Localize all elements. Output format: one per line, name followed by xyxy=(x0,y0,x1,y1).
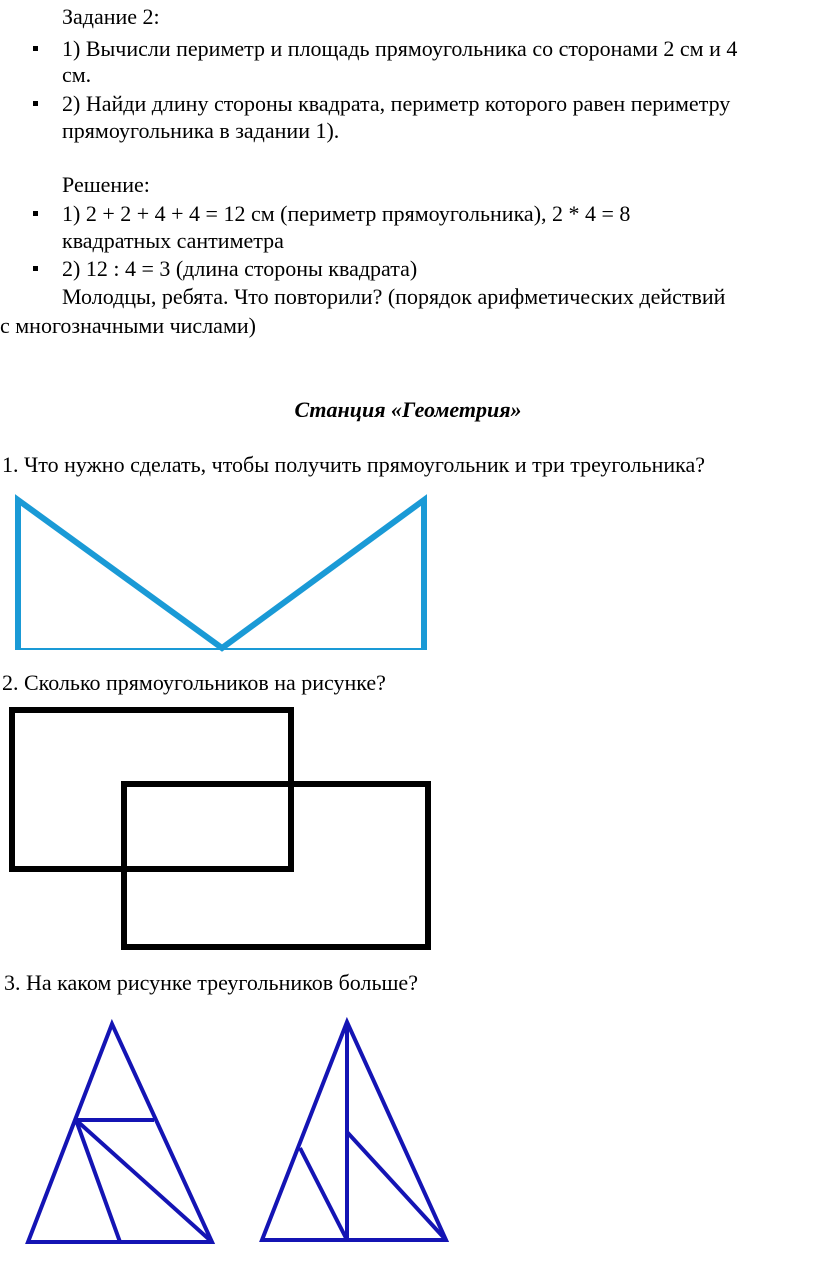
solution-item-1-line-1: 1) 2 + 2 + 4 + 4 = 12 см (периметр прямоугольника), 2 * 4 = 8 xyxy=(62,201,631,226)
task-item-2-line-1: 2) Найди длину стороны квадрата, периметр которого равен периметру xyxy=(62,91,731,116)
figure-2-shape xyxy=(0,700,440,960)
solution-item-1-line-2: квадратных сантиметра xyxy=(62,228,284,253)
question-3: 3. На каком рисунке треугольников больше? xyxy=(4,970,418,995)
figure-3-right-right-segment xyxy=(347,1132,446,1240)
bullet-marker xyxy=(33,266,38,271)
figure-2-rect-bottom-right xyxy=(124,784,428,947)
task-heading: Задание 2: xyxy=(62,4,160,29)
bullet-marker xyxy=(33,211,38,216)
solution-closing-line-1: Молодцы, ребята. Что повторили? (порядок арифметических действий xyxy=(62,284,726,309)
figure-3-right-triangle xyxy=(250,1010,460,1250)
figure-1-outline xyxy=(18,500,424,650)
figure-3-left-outline xyxy=(28,1024,212,1242)
figure-2-rect-top-left xyxy=(12,710,291,869)
question-2: 2. Сколько прямоугольников на рисунке? xyxy=(2,670,386,695)
figure-3-right-left-segment xyxy=(300,1148,347,1240)
question-1: 1. Что нужно сделать, чтобы получить прямоугольник и три треугольника? xyxy=(2,452,706,477)
bullet-marker xyxy=(33,46,38,51)
task-item-2-line-2: прямоугольника в задании 1). xyxy=(62,118,340,143)
task-item-1-line-2: см. xyxy=(62,62,92,87)
bullet-marker xyxy=(33,101,38,106)
solution-closing-line-2: с многозначными числами) xyxy=(0,313,256,338)
figure-1-shape xyxy=(0,480,440,660)
solution-heading: Решение: xyxy=(62,172,150,197)
task-item-1-line-1: 1) Вычисли периметр и площадь прямоугольника со сторонами 2 см и 4 xyxy=(62,36,738,61)
solution-item-2-line-1: 2) 12 : 4 = 3 (длина стороны квадрата) xyxy=(62,256,418,281)
figure-3-left-triangle xyxy=(0,1010,240,1250)
station-title: Станция «Геометрия» xyxy=(294,397,522,422)
